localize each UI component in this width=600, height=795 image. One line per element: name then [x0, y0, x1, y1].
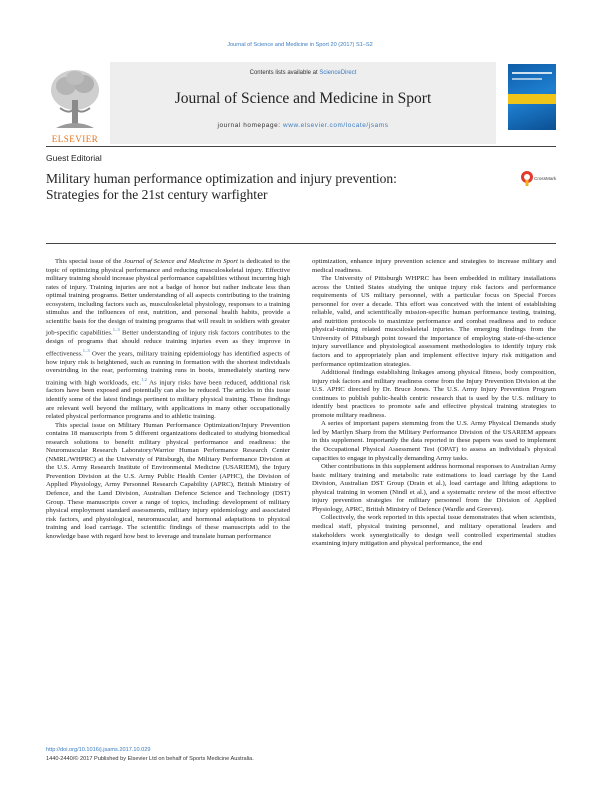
article-title	[46, 171, 496, 203]
journal-title: Journal of Science and Medicine in Sport	[174, 90, 432, 107]
copyright-notice: 1440-2440/© 2017 Published by Elsevier Ltd on behalf of Sports Medicine Australia.	[46, 756, 254, 762]
crossmark-icon	[520, 170, 534, 186]
body-paragraph	[46, 258, 290, 422]
journal-masthead	[46, 62, 556, 142]
homepage-link[interactable]: www.elsevier.com/locate/jsams	[283, 122, 389, 129]
crossmark-label: CrossMark	[534, 176, 557, 181]
body-paragraph: Additional findings establishing linkages among physical fitness, body composition, injury risk factors and military readiness come from the Injury Prevention Division at the U.S. APHC directed by Dr. Bruce Jones. The U.S. Army Injury Prevention Program continues to publish public-health centric research that is used by the U.S. military to identify best practices to promote safe and effective physical training strategies to promote military readiness.	[312, 369, 556, 419]
body-paragraph: Other contributions in this supplement address hormonal responses to Australian Army basic military training and metabolic rate estimations to load carriage by the Land Division, Australian DST Group (Drain et al.), load carriage and lifting adaptions to physical training in women (Nindl et al.), and a systematic review of the most effective injury prevention strategies for military personnel from the Division of Applied Physiology, APRC, British Ministry of Defence (Wardle and Greeves).	[312, 463, 556, 513]
body-text: As injury risks have been reduced, additional risk factors have been exposed and potentially can also be reduced. The articles in this issue identify some of the latest findings pertinent to military physical training. These findings are relevant well beyond the military, with applications in many other occupationally related physical performance programs and to athletic training.	[46, 378, 291, 421]
journal-homepage	[110, 122, 496, 129]
body-paragraph: The University of Pittsburgh WHPRC has been embedded in military installations across the United States studying the unique injury risk factors and performance requirements of US military personnel, with a particular focus on Special Forces personnel for over a decade. This effort was conceived with the intent of establishing reliable, valid, and scientifically mission-specific human performance testing, training, and nutrition protocols to maximize performance and combat readiness and to reduce physical-training related musculoskeletal injuries. The emerging findings from the University of Pittsburgh point toward the importance of employing state-of-the-science injury surveillance and physiological assessment methodologies to identify injury risk factors and to appropriately plan and implement effective injury risk mitigation and performance optimization strategies.	[312, 275, 556, 368]
body-paragraph: A series of important papers stemming from the U.S. Army Physical Demands study led by Marilyn Sharp from the Military Performance Division of the USARIEM appears in this supplement. Importantly the data reported in these papers was used to implement the Occupational Physical Assessment Test (OPAT) to assess an individual's physical capacities to engage in physically demanding Army tasks.	[312, 420, 556, 462]
journal-name: Journal of Science and Medicine in Sport	[123, 258, 238, 265]
body-paragraph: optimization, enhance injury prevention science and strategies to increase military and medical readiness.	[312, 258, 556, 274]
body-column-left	[46, 258, 290, 541]
header-rule	[46, 146, 556, 147]
citation-ref[interactable]: 1–3	[82, 347, 90, 353]
body-paragraph: Collectively, the work reported in this special issue demonstrates that when scientists, medical staff, physical training personnel, and military operational leaders and stakeholders work synergistically to design well controlled experimental studies examining injury mitigation and physical performance, the end	[312, 514, 556, 548]
title-rule	[46, 243, 556, 244]
article-title-line: Military human performance optimization and injury prevention:	[46, 171, 397, 186]
running-head[interactable]: Journal of Science and Medicine in Sport 20 (2017) S1–S2	[227, 42, 373, 48]
homepage-label: journal homepage:	[217, 122, 284, 129]
masthead-banner	[110, 62, 496, 144]
cover-band	[508, 94, 556, 104]
contents-prefix: Contents lists available at	[249, 70, 320, 76]
body-paragraph: This special issue on Military Human Performance Optimization/Injury Prevention contains 18 manuscripts from 5 different organizations dedicated to studying biomedical research solutions to benefit military physical performance and readiness: the Neuromuscular Research Laboratory/Warrior Human Performance Research Center (NMRL/WHPRC) at the University of Pittsburgh, the Military Performance Division at the U.S. Army Research Institute of Environmental Medicine (USARIEM), the Injury Prevention Division at the U.S. Army Public Health Center (APHC), the Division of Applied Physiology, Army Personnel Research Capability (APRC), British Ministry of Defence, and the Land Division, Australian Defence Science and Technology (DST) Group. These manuscripts cover a range of topics, including: development of military physical employment standard assessments, military injury epidemiology and associated risk factors, and physiological, neuromuscular, and hormonal adaptations to physical training and load carriage. The scientific findings of these manuscripts add to the knowledge base with regard how best to leverage and translate human performance	[46, 421, 290, 540]
crossmark-badge[interactable]	[520, 170, 556, 190]
body-text: Over the years, military training epidemiology has identified aspects of how injury risk is heightened, such as running in formation with the shortest individuals overstriding in the rear, performing training runs in boots, immediately starting new training with high workloads, etc.	[46, 349, 290, 386]
cover-stripe	[512, 72, 552, 74]
citation-ref[interactable]: 1,2	[141, 376, 147, 382]
body-column-right	[312, 258, 556, 549]
doi-link[interactable]: http://doi.org/10.1016/j.jsams.2017.10.029	[46, 747, 151, 753]
elsevier-tree-logo	[46, 64, 104, 136]
body-text: Better understanding of injury risk factors contributes to the design of programs that should reduce training injuries even as they improve in effectiveness.	[46, 329, 290, 357]
sciencedirect-link[interactable]: ScienceDirect	[319, 70, 357, 76]
section-label: Guest Editorial	[46, 153, 102, 163]
journal-cover-thumbnail	[508, 64, 556, 130]
body-text: is dedicated to the topic of optimizing physical performance and reducing musculoskeletal injury. Effective military training should increase physical performance capabilities without incurring high rates of injury. Training injuries are not a badge of honor but rather indicate less than optimal training programs. Better understanding of all aspects contributing to the training ecosystem, including factors such as, musculoskeletal physiology, responses to a training stimulus and the influences of rest, nutrition, and personal health habits, provide a scientific basis for the design of training programs that will result in soldiers with greater job-specific capabilities.	[46, 258, 290, 337]
citation-ref[interactable]: 1–3	[112, 327, 120, 333]
body-text: This special issue of the	[55, 258, 124, 265]
cover-stripe	[512, 78, 542, 80]
article-title-line: Strategies for the 21st century warfighter	[46, 187, 268, 202]
contents-line	[110, 70, 496, 76]
elsevier-wordmark: ELSEVIER	[51, 134, 99, 144]
